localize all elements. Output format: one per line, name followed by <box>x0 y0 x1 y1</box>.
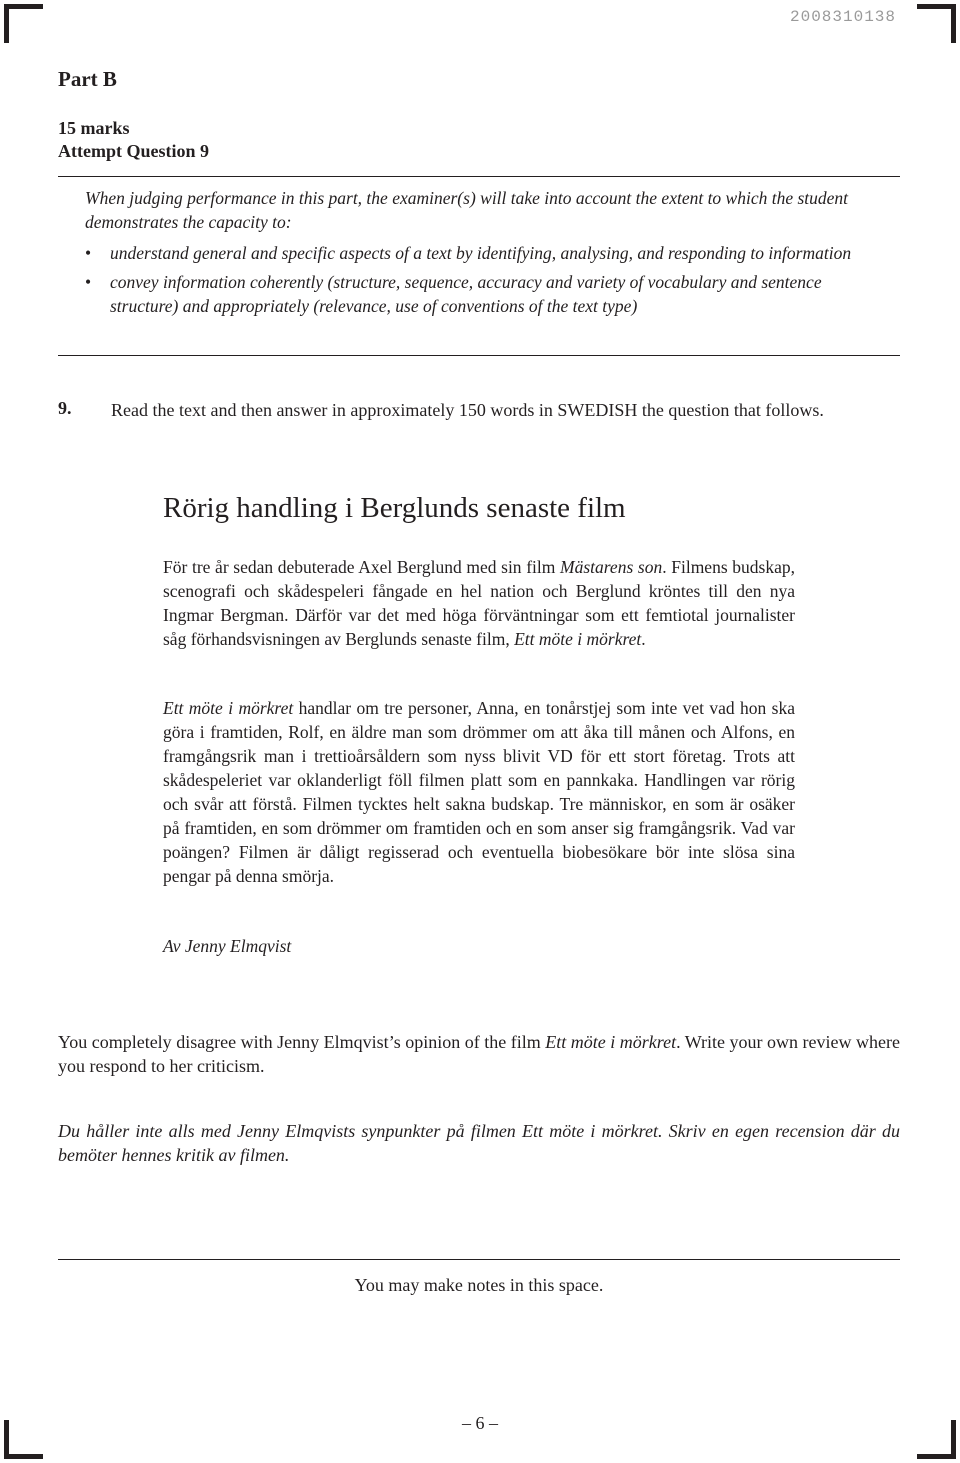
notes-label: You may make notes in this space. <box>354 1275 604 1295</box>
task-text: You completely disagree with Jenny Elmqvist’s opinion of the film <box>58 1032 546 1052</box>
film-title: Ett möte i mörkret <box>514 629 642 649</box>
task-swedish: Du håller inte alls med Jenny Elmqvists synpunkter på filmen Ett möte i mörkret. Skriv en egen recension där du bemöter hennes kritik av filmen. <box>58 1121 900 1165</box>
barcode-number: 2008310138 <box>789 8 896 26</box>
article-paragraph-1 <box>163 555 795 651</box>
paragraph-text: . Filmens budskap, scenografi och skådespeleri fångade en hel nation och Berglund kröntes till den nya Ingmar Bergman. Därför var det med höga förväntningar som ett femtiotal journalister såg förhandsvisningen av Berglunds senaste film, <box>163 557 795 649</box>
divider-notes <box>58 1259 900 1260</box>
task-text: . Write your own review where you respond to her criticism. <box>58 1032 900 1076</box>
criteria-item-text: understand general and specific aspects of a text by identifying, analysing, and responding to information <box>110 243 852 263</box>
article-author: Av Jenny Elmqvist <box>163 936 292 956</box>
divider-top <box>58 176 900 177</box>
section-marks: 15 marks <box>58 118 130 138</box>
marking-criteria <box>85 186 885 323</box>
crop-mark-top-right <box>917 4 956 43</box>
paragraph-text: . <box>641 629 646 649</box>
paragraph-text: handlar om tre personer, Anna, en tonårstjej som inte vet vad hon ska göra i framtiden, Rolf, en äldre man som drömmer om att åka till månen och Alfons, en framgångsrik man i trettioårsåldern som nyss blivit VD för ett stort företag. Trots att skådespeleriet var oklanderligt föll filmen platt som en pannkaka. Handlingen var rörig och svår att förstå. Filmen tycktes helt sakna budskap. Tre människor, en som är osäker på framtiden, en som drömmer om framtiden och en som anser sig framgångsrik. Vad var poängen? Filmen är dåligt regisserad och eventuella biobesökare bör inte slösa sina pengar på denna smörja. <box>163 698 795 886</box>
film-title: Ett möte i mörkret <box>545 1032 677 1052</box>
question-number: 9. <box>58 398 72 418</box>
bullet-icon: • <box>85 272 92 292</box>
criteria-item <box>85 241 885 265</box>
paragraph-text: För tre år sedan debuterade Axel Berglund med sin film <box>163 557 561 577</box>
task-english <box>58 1030 900 1078</box>
section-title: Part B <box>58 67 117 91</box>
criteria-item <box>85 270 885 318</box>
divider-bottom <box>58 355 900 356</box>
bullet-icon: • <box>85 243 92 263</box>
crop-mark-top-left <box>4 4 43 43</box>
article-paragraph-2 <box>163 696 795 888</box>
criteria-list <box>85 241 885 318</box>
section-attempt: Attempt Question 9 <box>58 141 209 161</box>
criteria-intro: When judging performance in this part, the examiner(s) will take into account the extent to which the student demonstrates the capacity to: <box>85 188 849 232</box>
article-title: Rörig handling i Berglunds senaste film <box>163 492 626 524</box>
film-title: Ett möte i mörkret <box>163 698 294 718</box>
question-instruction: Read the text and then answer in approximately 150 words in SWEDISH the question that follows. <box>111 400 824 420</box>
page-number: – 6 – <box>462 1413 498 1433</box>
film-title: Mästarens son <box>560 557 663 577</box>
criteria-item-text: convey information coherently (structure, sequence, accuracy and variety of vocabulary and sentence structure) and appropriately (relevance, use of conventions of the text type) <box>110 272 822 316</box>
